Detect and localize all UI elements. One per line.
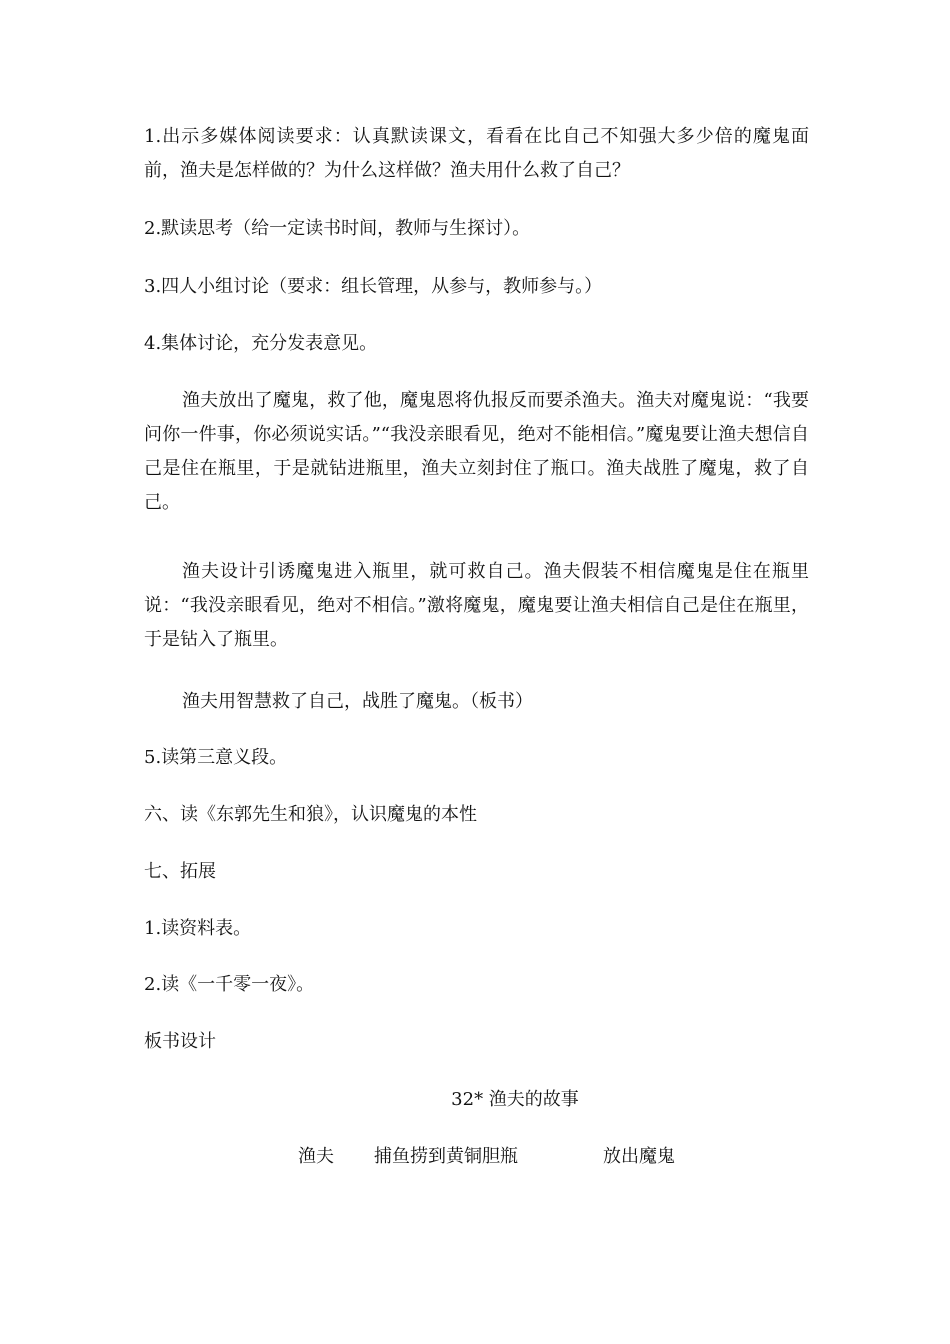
item-5-text: 5.读第三意义段。 xyxy=(144,747,288,768)
section-7-heading: 七、拓展 xyxy=(144,861,216,882)
item-1-text: 1.出示多媒体阅读要求：认真默读课文，看看在比自己不知强大多少倍的魔鬼面前，渔夫是怎样做的？为什么这样做？渔夫用什么救了自己？ xyxy=(144,126,809,181)
board-release-demon-label: 放出魔鬼 xyxy=(603,1146,675,1167)
extension-item-2: 2.读《一千零一夜》。 xyxy=(144,974,315,995)
paragraph-1: 渔夫放出了魔鬼，救了他，魔鬼恩将仇报反而要杀渔夫。渔夫对魔鬼说：“我要问你一件事，你必须说实话。”“我没亲眼看见，绝对不能相信。”魔鬼要让渔夫想信自己是住在瓶里，于是就钻进瓶里，渔夫立刻封住了瓶口。渔夫战胜了魔鬼，救了自己。 xyxy=(144,390,809,513)
item-2-text: 2.默读思考（给一定读书时间，教师与生探讨）。 xyxy=(144,218,531,239)
board-fisherman-label: 渔夫 xyxy=(298,1146,334,1167)
section-6-heading: 六、读《东郭先生和狼》，认识魔鬼的本性 xyxy=(144,804,477,825)
item-3-text: 3.四人小组讨论（要求：组长管理，从参与，教师参与。） xyxy=(144,276,603,297)
board-catch-bottle-label: 捕鱼捞到黄铜胆瓶 xyxy=(374,1146,518,1167)
extension-item-1: 1.读资料表。 xyxy=(144,918,252,939)
board-title: 32* 渔夫的故事 xyxy=(451,1089,579,1110)
paragraph-2: 渔夫设计引诱魔鬼进入瓶里，就可救自己。渔夫假装不相信魔鬼是住在瓶里说：“我没亲眼看见，绝对不相信。”激将魔鬼，魔鬼要让渔夫相信自己是住在瓶里，于是钻入了瓶里。 xyxy=(144,561,809,650)
board-design-heading: 板书设计 xyxy=(144,1031,216,1052)
paragraph-3: 渔夫用智慧救了自己，战胜了魔鬼。（板书） xyxy=(182,691,533,712)
item-4-text: 4.集体讨论，充分发表意见。 xyxy=(144,333,378,354)
